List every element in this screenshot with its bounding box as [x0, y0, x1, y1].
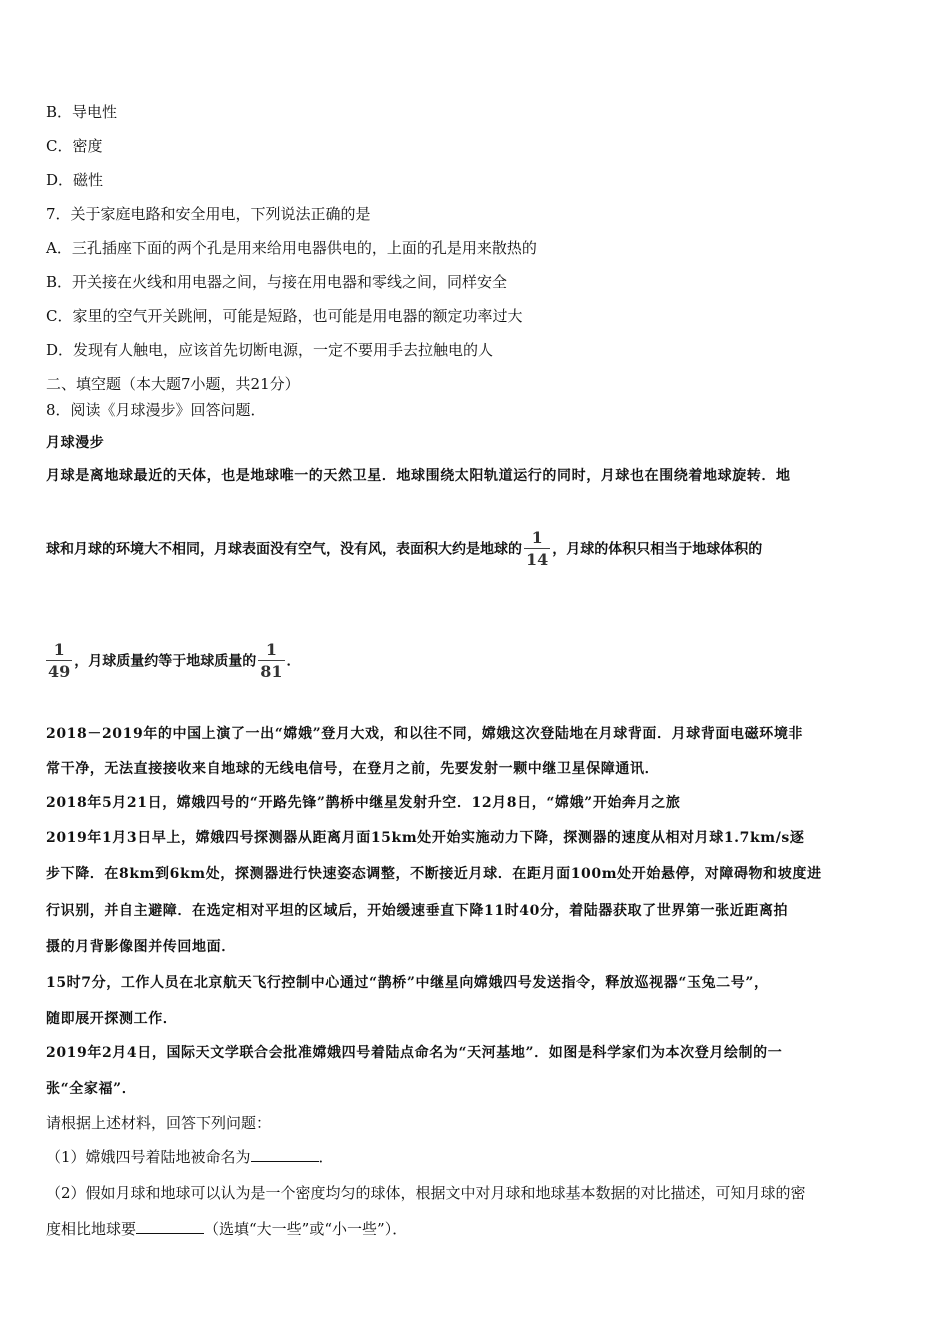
p1-line2-text-b: ，月球的体积只相当于地球体积的: [552, 541, 763, 558]
article-p1-line2: [46, 528, 762, 571]
article-p6-line2: 张“全家福”．: [46, 1081, 137, 1097]
sub1-end: ．: [318, 1148, 334, 1166]
q7-option-c: C．家里的空气开关跳闸，可能是短路，也可能是用电器的额定功率过大: [46, 307, 523, 325]
fraction-denominator: 81: [260, 662, 283, 681]
fraction-numerator: 1: [265, 640, 277, 659]
article-p5-line2: 随即展开探测工作．: [46, 1011, 178, 1027]
fraction-numerator: 1: [531, 528, 543, 547]
fraction-denominator: 14: [526, 550, 549, 569]
article-p1-line3: [46, 640, 301, 683]
article-title: 月球漫步: [46, 435, 105, 451]
answer-blank-2[interactable]: [136, 1219, 204, 1234]
article-p6-line1: 2019年2月4日，国际天文学联合会批准嫦娥四号着陆点命名为“天河基地”．如图是科学家们为本次登月绘制的一: [46, 1045, 783, 1061]
section-heading: 二、填空题（本大题7小题，共21分）: [46, 375, 300, 393]
q8-sub1: [46, 1147, 334, 1167]
p1-line3-text-b: ．: [286, 653, 301, 670]
sub2-end: （选填“大一些”或“小一些”）．: [204, 1220, 408, 1238]
q7-stem: 7．关于家庭电路和安全用电，下列说法正确的是: [46, 205, 371, 223]
q8-sub2-line2: [46, 1219, 407, 1239]
q7-option-d: D．发现有人触电，应该首先切断电源，一定不要用手去拉触电的人: [46, 341, 494, 359]
article-p4-line4: 摄的月背影像图并传回地面．: [46, 939, 236, 955]
fraction-volume: [46, 640, 72, 683]
article-p2-line2: 常干净，无法直接接收来自地球的无线电信号，在登月之前，先要发射一颗中继卫星保障通讯．: [46, 761, 660, 777]
q6-option-b: B．导电性: [46, 103, 118, 121]
fraction-denominator: 49: [48, 662, 71, 681]
p1-line2-text-a: 球和月球的环境大不相同，月球表面没有空气，没有风，表面积大约是地球的: [46, 541, 522, 558]
article-p4-line2: 步下降．在8km到6km处，探测器进行快速姿态调整，不断接近月球．在距月面100m处开始悬停，对障碍物和坡度进: [46, 866, 822, 882]
q7-option-a: A．三孔插座下面的两个孔是用来给用电器供电的，上面的孔是用来散热的: [46, 239, 537, 257]
article-p4-line3: 行识别，并自主避障．在选定相对平坦的区域后，开始缓速垂直下降11时40分，着陆器获取了世界第一张近距离拍: [46, 903, 789, 919]
q7-option-b: B．开关接在火线和用电器之间，与接在用电器和零线之间，同样安全: [46, 273, 508, 291]
fraction-numerator: 1: [53, 640, 65, 659]
fraction-mass: [258, 640, 284, 683]
q8-sub2-line1: （2）假如月球和地球可以认为是一个密度均匀的球体，根据文中对月球和地球基本数据的对比描述，可知月球的密: [46, 1184, 806, 1202]
q6-option-c: C．密度: [46, 137, 103, 155]
article-p1-line1: 月球是离地球最近的天体，也是地球唯一的天然卫星．地球围绕太阳轨道运行的同时，月球也在围绕着地球旋转．地: [46, 468, 791, 484]
article-p4-line1: 2019年1月3日早上，嫦娥四号探测器从距离月面15km处开始实施动力下降，探测器的速度从相对月球1.7km/s逐: [46, 830, 805, 846]
article-p3: 2018年5月21日，嫦娥四号的“开路先锋”鹊桥中继星发射升空．12月8日，“嫦娥”开始奔月之旅: [46, 795, 681, 811]
q6-option-d: D．磁性: [46, 171, 104, 189]
sub2-text: 度相比地球要: [46, 1220, 137, 1238]
q8-stem: 8．阅读《月球漫步》回答问题．: [46, 401, 266, 419]
fraction-surface-area: [524, 528, 550, 571]
sub1-text: （1）嫦娥四号着陆地被命名为: [46, 1148, 251, 1166]
article-p2-line1: 2018－2019年的中国上演了一出“嫦娥”登月大戏，和以往不同，嫦娥这次登陆地在月球背面．月球背面电磁环境非: [46, 726, 804, 742]
q8-prompt: 请根据上述材料，回答下列问题：: [46, 1114, 272, 1132]
p1-line3-text-a: ，月球质量约等于地球质量的: [74, 653, 257, 670]
article-p5-line1: 15时7分，工作人员在北京航天飞行控制中心通过“鹊桥”中继星向嫦娥四号发送指令，释放巡视器“玉兔二号”，: [46, 975, 769, 991]
answer-blank-1[interactable]: [251, 1147, 319, 1162]
